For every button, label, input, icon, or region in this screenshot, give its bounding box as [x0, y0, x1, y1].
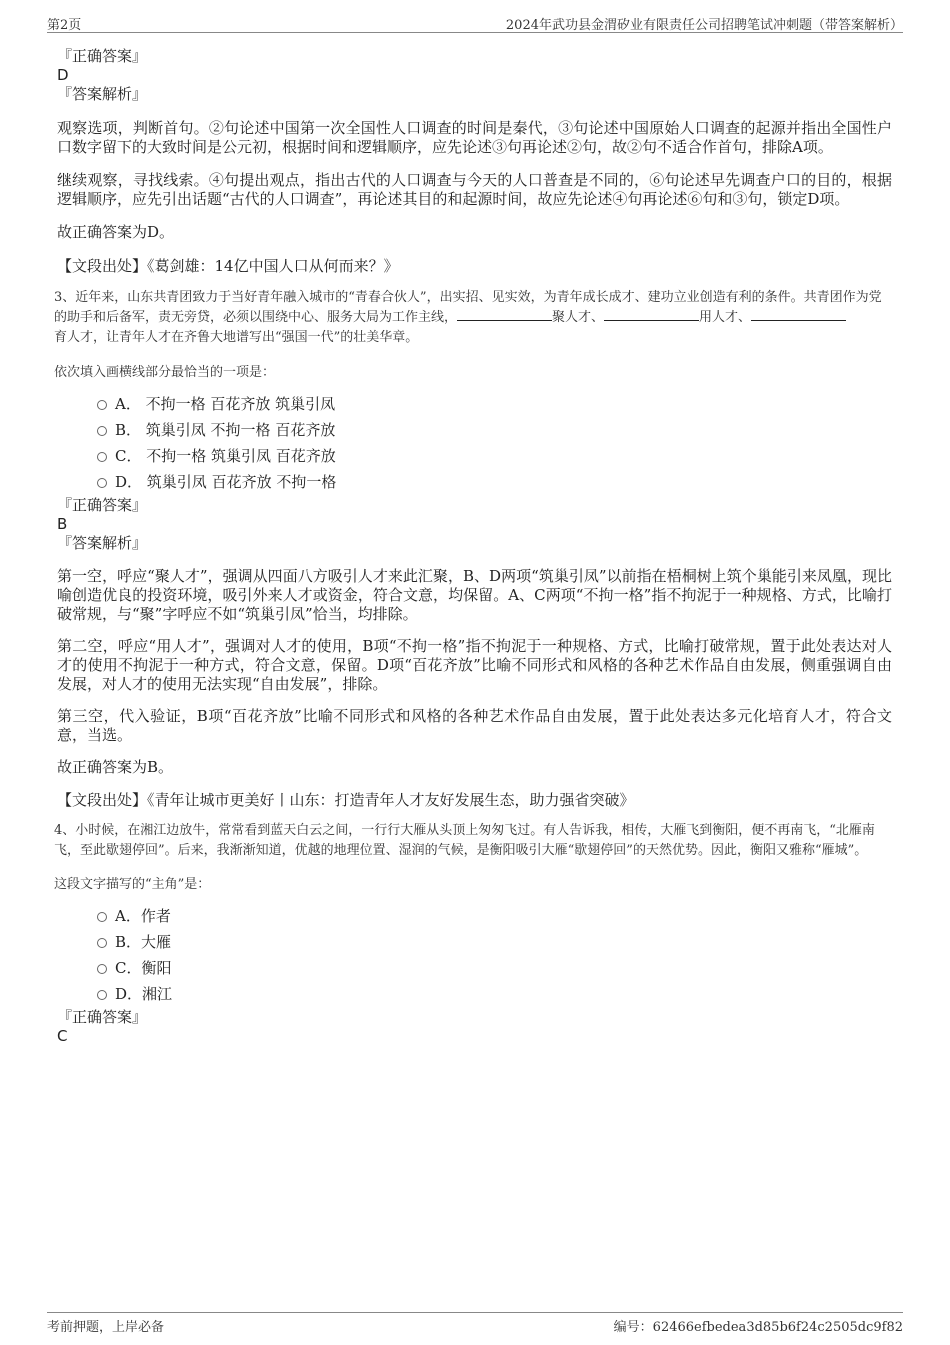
- question-stem: 3、近年来，山东共青团致力于当好青年融入城市的“青春合伙人”，出实招、见实效，为青年成长成才、建功立业创造有利的条件。共青团作为党的助手和后备军，责无旁贷，必须以围绕中心、服务大局为工作主线， 聚人才、 用人才、 育人才，让青年人才在齐鲁大地谱写出“强国一代”的壮美华章。: [54, 290, 882, 345]
- radio-icon[interactable]: [97, 990, 107, 1000]
- answer-blank: [457, 308, 552, 321]
- radio-icon[interactable]: [97, 452, 107, 462]
- radio-icon[interactable]: [97, 912, 107, 922]
- correct-answer-value: C: [57, 1027, 68, 1045]
- footer-slogan: 考前押题，上岸必备: [47, 1320, 165, 1335]
- source-citation: 【文段出处】《葛剑雄：14亿中国人口从何而来？》: [57, 257, 399, 275]
- option-a[interactable]: A． 不拘一格 百花齐放 筑巢引凤: [97, 391, 892, 417]
- analysis-paragraph: 第三空，代入验证，B项“百花齐放”比喻不同形式和风格的各种艺术作品自由发展，置于此处表达多元化培育人才，符合文意，当选。: [57, 707, 892, 744]
- question-prompt: 依次填入画横线部分最恰当的一项是：: [54, 365, 276, 380]
- analysis-label: 『答案解析』: [57, 534, 148, 552]
- answer-blank: [751, 308, 846, 321]
- page-content: [54, 46, 892, 1045]
- correct-answer-label: 『正确答案』: [57, 47, 148, 65]
- radio-icon[interactable]: [97, 938, 107, 948]
- option-c[interactable]: C． 不拘一格 筑巢引凤 百花齐放: [97, 443, 892, 469]
- document-id: 编号：62466efbedea3d85b6f24c2505dc9f82: [613, 1320, 903, 1335]
- radio-icon[interactable]: [97, 400, 107, 410]
- correct-answer-label: 『正确答案』: [57, 1008, 148, 1026]
- radio-icon[interactable]: [97, 478, 107, 488]
- option-list: [97, 903, 892, 1007]
- analysis-label: 『答案解析』: [57, 85, 148, 103]
- option-a[interactable]: A．作者: [97, 903, 892, 929]
- option-b[interactable]: B．大雁: [97, 929, 892, 955]
- question-stem: 4、小时候，在湘江边放牛，常常看到蓝天白云之间，一行行大雁从头顶上匆匆飞过。有人告诉我，相传，大雁飞到衡阳，便不再南飞，“北雁南飞，至此歇翅停回”。后来，我渐渐知道，优越的地理位置、湿润的气候，是衡阳吸引大雁“歇翅停回”的天然优势。因此，衡阳又雅称“雁城”。: [54, 823, 875, 858]
- option-list: [97, 391, 892, 495]
- analysis-paragraph: 观察选项，判断首句。②句论述中国第一次全国性人口调查的时间是秦代，③句论述中国原始人口调查的起源并指出全国性户口数字留下的大致时间是公元初，根据时间和逻辑顺序，应先论述③句再论述②句，故②句不适合作首句，排除A项。: [57, 119, 892, 156]
- analysis-paragraph: 第一空，呼应“聚人才”，强调从四面八方吸引人才来此汇聚，B、D两项“筑巢引凤”以前指在梧桐树上筑个巢能引来凤凰，现比喻创造优良的投资环境，吸引外来人才或资金，符合文意，均保留。A、C两项“不拘一格”指不拘泥于一种规格、方式，比喻打破常规，与“聚”字呼应不如“筑巢引凤”恰当，均排除。: [57, 567, 892, 623]
- radio-icon[interactable]: [97, 964, 107, 974]
- option-d[interactable]: D．湘江: [97, 981, 892, 1007]
- source-citation: 【文段出处】《青年让城市更美好丨山东：打造青年人才友好发展生态，助力强省突破》: [57, 791, 635, 809]
- option-b[interactable]: B． 筑巢引凤 不拘一格 百花齐放: [97, 417, 892, 443]
- page-header: [47, 14, 903, 33]
- radio-icon[interactable]: [97, 426, 107, 436]
- analysis-paragraph: 故正确答案为B。: [57, 758, 174, 776]
- page-footer: [47, 1312, 903, 1335]
- answer-blank: [604, 308, 699, 321]
- correct-answer-value: D: [57, 66, 69, 84]
- question-prompt: 这段文字描写的“主角”是：: [54, 877, 211, 892]
- option-c[interactable]: C．衡阳: [97, 955, 892, 981]
- correct-answer-value: B: [57, 515, 68, 533]
- correct-answer-label: 『正确答案』: [57, 496, 148, 514]
- analysis-paragraph: 继续观察，寻找线索。④句提出观点，指出古代的人口调查与今天的人口普查是不同的，⑥句论述早先调查户口的目的，根据逻辑顺序，应先引出话题“古代的人口调查”，再论述其目的和起源时间，故应先论述④句再论述⑥句和③句，锁定D项。: [57, 171, 892, 208]
- analysis-paragraph: 故正确答案为D。: [57, 223, 175, 241]
- page-number: 第2页: [47, 18, 82, 33]
- option-d[interactable]: D． 筑巢引凤 百花齐放 不拘一格: [97, 469, 892, 495]
- analysis-paragraph: 第二空，呼应“用人才”，强调对人才的使用，B项“不拘一格”指不拘泥于一种规格、方式，比喻打破常规，置于此处表达对人才的使用不拘泥于一种方式，符合文意，保留。D项“百花齐放”比喻不同形式和风格的各种艺术作品自由发展，侧重强调自由发展，对人才的使用无法实现“自由发展”，排除。: [57, 637, 892, 693]
- document-title: 2024年武功县金渭矽业有限责任公司招聘笔试冲刺题（带答案解析）: [505, 18, 903, 33]
